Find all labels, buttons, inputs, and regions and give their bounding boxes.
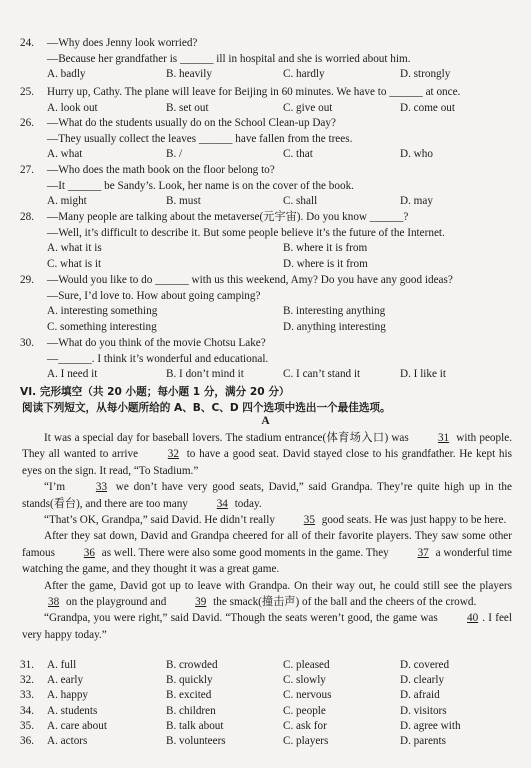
question-number: 24. bbox=[20, 37, 34, 49]
option-d[interactable]: D. anything interesting bbox=[283, 320, 386, 333]
passage-paragraph: After the game, David got up to leave with Grandpa. On their way out, he could still see the players 38 on the playground and 39 the smack(撞击声) of the ball and the cheers of the crowd. bbox=[22, 578, 512, 611]
passage-paragraph: It was a special day for baseball lovers. The stadium entrance(体育场入口) was 31 with people. They all wanted to arrive 32 to have a good seat. David stayed close to his grandfather. He kept his eyes on the sign. It read, “To Stadium.” bbox=[22, 432, 512, 477]
option-b[interactable]: B. interesting anything bbox=[283, 305, 386, 318]
option-c[interactable]: C. give out bbox=[283, 101, 333, 114]
option-c[interactable]: C. shall bbox=[283, 195, 318, 208]
question-number: 27. bbox=[20, 164, 34, 176]
option-c[interactable]: C. slowly bbox=[283, 674, 326, 687]
option-b[interactable]: B. quickly bbox=[166, 674, 213, 687]
passage-paragraph: “Grandpa, you were right,” said David. “Though the seats weren’t good, the game was 40 . I feel very happy today.” bbox=[22, 612, 512, 641]
answer-row-35 bbox=[20, 719, 520, 734]
answer-number: 31. bbox=[20, 659, 34, 671]
question-27 bbox=[20, 163, 520, 210]
answer-row-36 bbox=[20, 734, 520, 749]
option-c[interactable]: C. something interesting bbox=[47, 320, 157, 333]
option-b[interactable]: B. / bbox=[166, 148, 183, 161]
question-26 bbox=[20, 116, 520, 163]
option-b[interactable]: B. volunteers bbox=[166, 734, 226, 747]
option-d[interactable]: D. parents bbox=[400, 734, 446, 747]
option-a[interactable]: A. care about bbox=[47, 719, 107, 732]
question-line: —Well, it’s difficult to describe it. But some people believe it’s the future of the Internet. bbox=[47, 226, 445, 239]
blank-36[interactable]: 36 bbox=[83, 546, 95, 559]
question-28 bbox=[20, 210, 520, 272]
option-d[interactable]: D. covered bbox=[400, 659, 450, 671]
option-d[interactable]: D. clearly bbox=[400, 674, 445, 687]
answer-number: 33. bbox=[20, 689, 34, 702]
question-line: —What do the students usually do on the School Clean-up Day? bbox=[47, 117, 336, 129]
answer-row-33 bbox=[20, 688, 520, 703]
question-24 bbox=[20, 36, 520, 83]
option-d[interactable]: D. may bbox=[400, 195, 433, 208]
answer-number: 36. bbox=[20, 734, 34, 747]
blank-35[interactable]: 35 bbox=[303, 514, 315, 527]
answer-row-34 bbox=[20, 704, 520, 719]
option-b[interactable]: B. excited bbox=[166, 689, 212, 702]
section-title: VI. 完形填空（共 20 小题；每小题 1 分，满分 20 分） bbox=[20, 386, 290, 398]
question-30 bbox=[20, 336, 520, 383]
blank-33[interactable]: 33 bbox=[95, 481, 108, 494]
option-b[interactable]: B. talk about bbox=[166, 719, 224, 732]
passage-label: A bbox=[261, 415, 270, 427]
passage-paragraph: “I’m 33 we don’t have very good seats, David,” said Grandpa. They’re quite high up in the stands(看台), and there are too many 34 today. bbox=[22, 479, 512, 512]
option-d[interactable]: D. visitors bbox=[400, 704, 447, 717]
option-a[interactable]: A. look out bbox=[47, 101, 98, 114]
option-d[interactable]: D. I like it bbox=[400, 368, 446, 381]
passage-paragraph: “That’s OK, Grandpa,” said David. He didn’t really 35 good seats. He was just happy to be here. bbox=[22, 512, 512, 528]
option-b[interactable]: B. must bbox=[166, 195, 201, 208]
question-line: —It ______ be Sandy’s. Look, her name is on the cover of the book. bbox=[47, 179, 354, 192]
blank-38[interactable]: 38 bbox=[48, 596, 60, 609]
option-c[interactable]: C. players bbox=[283, 734, 329, 747]
option-c[interactable]: C. what is it bbox=[47, 257, 102, 270]
option-d[interactable]: D. agree with bbox=[400, 719, 461, 732]
question-25 bbox=[20, 85, 520, 116]
option-c[interactable]: C. I can’t stand it bbox=[283, 368, 361, 381]
option-a[interactable]: A. happy bbox=[47, 689, 89, 702]
option-c[interactable]: C. people bbox=[283, 704, 326, 717]
answer-row-32 bbox=[20, 673, 520, 688]
option-c[interactable]: C. pleased bbox=[283, 659, 330, 671]
option-b[interactable]: B. set out bbox=[166, 101, 209, 114]
option-a[interactable]: A. interesting something bbox=[47, 305, 158, 318]
question-number: 28. bbox=[20, 211, 34, 223]
option-d[interactable]: D. strongly bbox=[400, 68, 451, 81]
option-b[interactable]: B. crowded bbox=[166, 659, 218, 671]
blank-34[interactable]: 34 bbox=[216, 497, 228, 510]
question-number: 30. bbox=[20, 337, 34, 349]
option-d[interactable]: D. where is it from bbox=[283, 257, 368, 270]
question-number: 29. bbox=[20, 274, 34, 286]
question-line: —Would you like to do ______ with us this weekend, Amy? Do you have any good ideas? bbox=[47, 274, 453, 286]
passage bbox=[22, 430, 512, 643]
option-d[interactable]: D. who bbox=[400, 148, 433, 161]
answer-number: 34. bbox=[20, 704, 34, 717]
question-number: 25. bbox=[20, 86, 34, 98]
question-line: —Many people are talking about the metaverse(元宇宙). Do you know ______? bbox=[47, 211, 409, 223]
option-c[interactable]: C. that bbox=[283, 148, 313, 161]
option-a[interactable]: A. early bbox=[47, 674, 84, 687]
question-line: —Why does Jenny look worried? bbox=[47, 37, 198, 49]
option-a[interactable]: A. what bbox=[47, 148, 83, 161]
question-line: —Who does the math book on the floor belong to? bbox=[47, 164, 275, 176]
option-c[interactable]: C. ask for bbox=[283, 719, 327, 732]
option-b[interactable]: B. heavily bbox=[166, 68, 212, 81]
option-a[interactable]: A. badly bbox=[47, 68, 86, 81]
question-29 bbox=[20, 273, 520, 335]
question-line: —They usually collect the leaves ______ have fallen from the trees. bbox=[47, 132, 353, 145]
answer-number: 32. bbox=[20, 674, 34, 687]
option-a[interactable]: A. students bbox=[47, 704, 98, 717]
question-line: —Sure, I’d love to. How about going camping? bbox=[47, 289, 261, 302]
option-b[interactable]: B. I don’t mind it bbox=[166, 368, 244, 381]
blank-39[interactable]: 39 bbox=[195, 596, 207, 609]
option-c[interactable]: C. nervous bbox=[283, 689, 332, 702]
blank-31[interactable]: 31 bbox=[437, 432, 450, 444]
question-line: —What do you think of the movie Chotsu Lake? bbox=[47, 337, 266, 349]
blank-32[interactable]: 32 bbox=[167, 448, 179, 461]
passage-paragraph: After they sat down, David and Grandpa cheered for all of their favorite players. They saw some other famous 36 as well. There were also some good moments in the game. They 37 a wonderful time watching the game, and they thought it was a great game. bbox=[22, 530, 513, 576]
question-number: 26. bbox=[20, 117, 34, 129]
option-a[interactable]: A. I need it bbox=[47, 368, 98, 381]
option-c[interactable]: C. hardly bbox=[283, 68, 325, 81]
answer-row-31 bbox=[20, 658, 520, 673]
option-a[interactable]: A. might bbox=[47, 195, 87, 208]
question-line: Hurry up, Cathy. The plane will leave for Beijing in 60 minutes. We have to ______ at once. bbox=[47, 86, 461, 98]
option-a[interactable]: A. actors bbox=[47, 734, 88, 747]
answer-options bbox=[20, 658, 520, 749]
option-d[interactable]: D. afraid bbox=[400, 689, 440, 702]
question-line: —Because her grandfather is ______ ill in hospital and she is worried about him. bbox=[47, 52, 411, 65]
option-d[interactable]: D. come out bbox=[400, 101, 455, 114]
blank-37[interactable]: 37 bbox=[417, 546, 429, 559]
option-a[interactable]: A. what it is bbox=[47, 242, 102, 255]
question-line: —______. I think it’s wonderful and educational. bbox=[47, 352, 269, 365]
section-instruction: 阅读下列短文，从每小题所给的 A、B、C、D 四个选项中选出一个最佳选项。 bbox=[22, 402, 391, 414]
option-b[interactable]: B. where it is from bbox=[283, 242, 368, 255]
blank-40[interactable]: 40 bbox=[467, 612, 479, 625]
option-a[interactable]: A. full bbox=[47, 659, 77, 671]
answer-number: 35. bbox=[20, 719, 34, 732]
option-b[interactable]: B. children bbox=[166, 704, 216, 717]
